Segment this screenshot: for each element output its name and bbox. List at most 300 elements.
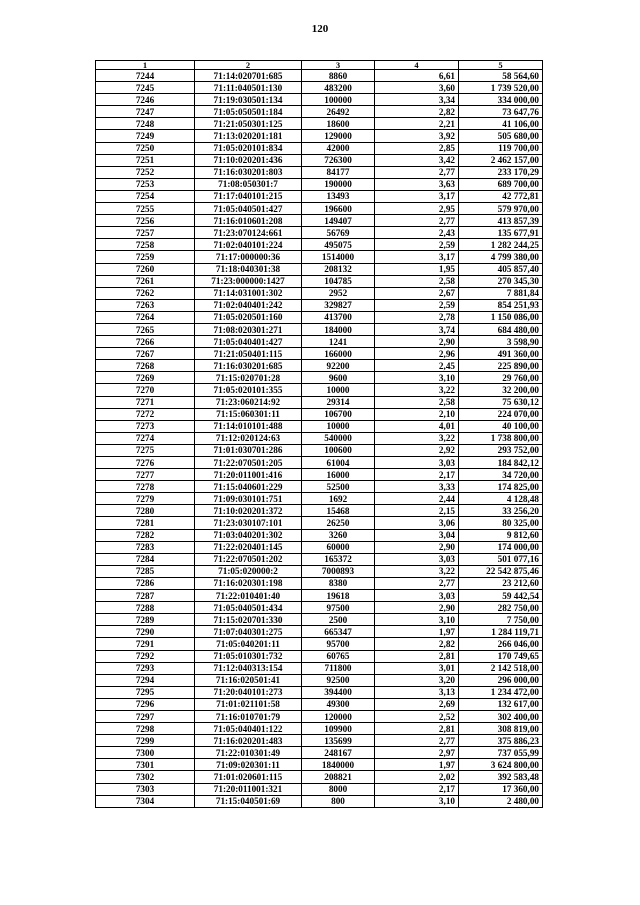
cadastral-number-cell: 71:08:050301:7 xyxy=(195,178,302,190)
value-cell: 689 700,00 xyxy=(459,178,543,190)
rate-cell: 2,69 xyxy=(375,698,459,710)
cadastral-number-cell: 71:07:040301:275 xyxy=(195,626,302,638)
area-cell: 2952 xyxy=(302,287,375,299)
table-row xyxy=(96,142,543,154)
rate-cell: 3,60 xyxy=(375,82,459,94)
rate-cell: 3,10 xyxy=(375,372,459,384)
area-cell: 184000 xyxy=(302,323,375,335)
table-row xyxy=(96,82,543,94)
cadastral-number-cell: 71:11:040501:130 xyxy=(195,82,302,94)
table-row xyxy=(96,178,543,190)
value-cell: 29 760,00 xyxy=(459,372,543,384)
table-row xyxy=(96,553,543,565)
table-row xyxy=(96,215,543,227)
value-cell: 33 256,20 xyxy=(459,505,543,517)
table-row xyxy=(96,203,543,215)
row-number-cell: 7244 xyxy=(96,70,195,82)
value-cell: 119 700,00 xyxy=(459,142,543,154)
rate-cell: 2,52 xyxy=(375,710,459,722)
area-cell: 8380 xyxy=(302,577,375,589)
table-row xyxy=(96,420,543,432)
rate-cell: 2,58 xyxy=(375,275,459,287)
area-cell: 726300 xyxy=(302,154,375,166)
cadastral-number-cell: 71:15:020701:28 xyxy=(195,372,302,384)
rate-cell: 2,97 xyxy=(375,747,459,759)
rate-cell: 3,20 xyxy=(375,674,459,686)
cadastral-number-cell: 71:05:020101:834 xyxy=(195,142,302,154)
cadastral-number-cell: 71:16:030201:685 xyxy=(195,360,302,372)
value-cell: 135 677,91 xyxy=(459,227,543,239)
cadastral-number-cell: 71:21:050301:125 xyxy=(195,118,302,130)
value-cell: 174 825,00 xyxy=(459,481,543,493)
area-cell: 97500 xyxy=(302,602,375,614)
table-row xyxy=(96,94,543,106)
rate-cell: 2,10 xyxy=(375,408,459,420)
value-cell: 505 680,00 xyxy=(459,130,543,142)
area-cell: 13493 xyxy=(302,190,375,202)
value-cell: 4 128,48 xyxy=(459,493,543,505)
table-row xyxy=(96,299,543,311)
cadastral-number-cell: 71:19:030501:134 xyxy=(195,94,302,106)
column-header: 3 xyxy=(302,61,375,70)
page-number: 120 xyxy=(311,23,329,35)
area-cell: 10000 xyxy=(302,420,375,432)
table-row xyxy=(96,106,543,118)
area-cell: 1840000 xyxy=(302,759,375,771)
area-cell: 166000 xyxy=(302,348,375,360)
row-number-cell: 7285 xyxy=(96,565,195,577)
row-number-cell: 7275 xyxy=(96,444,195,456)
table-row xyxy=(96,384,543,396)
area-cell: 61004 xyxy=(302,457,375,469)
cadastral-number-cell: 71:02:040101:224 xyxy=(195,239,302,251)
area-cell: 208821 xyxy=(302,771,375,783)
rate-cell: 3,74 xyxy=(375,323,459,335)
area-cell: 495075 xyxy=(302,239,375,251)
value-cell: 375 886,23 xyxy=(459,735,543,747)
row-number-cell: 7256 xyxy=(96,215,195,227)
area-cell: 3260 xyxy=(302,529,375,541)
value-cell: 1 150 086,00 xyxy=(459,311,543,323)
cadastral-number-cell: 71:09:020301:11 xyxy=(195,759,302,771)
area-cell: 56769 xyxy=(302,227,375,239)
area-cell: 329827 xyxy=(302,299,375,311)
rate-cell: 2,96 xyxy=(375,348,459,360)
area-cell: 7000893 xyxy=(302,565,375,577)
rate-cell: 2,02 xyxy=(375,771,459,783)
row-number-cell: 7266 xyxy=(96,336,195,348)
row-number-cell: 7292 xyxy=(96,650,195,662)
value-cell: 2 462 157,00 xyxy=(459,154,543,166)
table-row xyxy=(96,541,543,553)
row-number-cell: 7248 xyxy=(96,118,195,130)
cadastral-number-cell: 71:16:010701:79 xyxy=(195,710,302,722)
table-row xyxy=(96,650,543,662)
area-cell: 120000 xyxy=(302,710,375,722)
area-cell: 106700 xyxy=(302,408,375,420)
rate-cell: 2,78 xyxy=(375,311,459,323)
row-number-cell: 7288 xyxy=(96,602,195,614)
row-number-cell: 7280 xyxy=(96,505,195,517)
value-cell: 41 106,00 xyxy=(459,118,543,130)
area-cell: 29314 xyxy=(302,396,375,408)
row-number-cell: 7254 xyxy=(96,190,195,202)
area-cell: 52500 xyxy=(302,481,375,493)
row-number-cell: 7289 xyxy=(96,614,195,626)
area-cell: 208132 xyxy=(302,263,375,275)
cadastral-number-cell: 71:17:040101:215 xyxy=(195,190,302,202)
table-row xyxy=(96,602,543,614)
value-cell: 3 598,90 xyxy=(459,336,543,348)
rate-cell: 2,59 xyxy=(375,239,459,251)
table-row xyxy=(96,698,543,710)
area-cell: 10000 xyxy=(302,384,375,396)
value-cell: 4 799 380,00 xyxy=(459,251,543,263)
row-number-cell: 7296 xyxy=(96,698,195,710)
data-table xyxy=(95,60,543,808)
cadastral-number-cell: 71:20:011001:321 xyxy=(195,783,302,795)
value-cell: 334 000,00 xyxy=(459,94,543,106)
value-cell: 308 819,00 xyxy=(459,723,543,735)
table-row xyxy=(96,614,543,626)
row-number-cell: 7249 xyxy=(96,130,195,142)
table-row xyxy=(96,287,543,299)
row-number-cell: 7257 xyxy=(96,227,195,239)
cadastral-number-cell: 71:20:040101:273 xyxy=(195,686,302,698)
rate-cell: 2,81 xyxy=(375,650,459,662)
value-cell: 266 046,00 xyxy=(459,638,543,650)
value-cell: 1 284 119,71 xyxy=(459,626,543,638)
value-cell: 80 325,00 xyxy=(459,517,543,529)
value-cell: 7 750,00 xyxy=(459,614,543,626)
value-cell: 737 055,99 xyxy=(459,747,543,759)
value-cell: 59 442,54 xyxy=(459,590,543,602)
area-cell: 42000 xyxy=(302,142,375,154)
value-cell: 282 750,00 xyxy=(459,602,543,614)
cadastral-number-cell: 71:09:030101:751 xyxy=(195,493,302,505)
cadastral-number-cell: 71:21:050401:115 xyxy=(195,348,302,360)
cadastral-number-cell: 71:17:000000:36 xyxy=(195,251,302,263)
rate-cell: 3,04 xyxy=(375,529,459,541)
area-cell: 135699 xyxy=(302,735,375,747)
row-number-cell: 7247 xyxy=(96,106,195,118)
value-cell: 184 842,12 xyxy=(459,457,543,469)
cadastral-number-cell: 71:12:020124:63 xyxy=(195,432,302,444)
rate-cell: 2,90 xyxy=(375,336,459,348)
table-row xyxy=(96,517,543,529)
row-number-cell: 7245 xyxy=(96,82,195,94)
cadastral-number-cell: 71:10:020201:436 xyxy=(195,154,302,166)
table-row xyxy=(96,432,543,444)
row-number-cell: 7271 xyxy=(96,396,195,408)
table-row xyxy=(96,166,543,178)
value-cell: 296 000,00 xyxy=(459,674,543,686)
value-cell: 225 890,00 xyxy=(459,360,543,372)
area-cell: 18600 xyxy=(302,118,375,130)
area-cell: 711800 xyxy=(302,662,375,674)
value-cell: 132 617,00 xyxy=(459,698,543,710)
table-row xyxy=(96,481,543,493)
table-row xyxy=(96,795,543,807)
cadastral-number-cell: 71:03:040201:302 xyxy=(195,529,302,541)
cadastral-number-cell: 71:01:030701:286 xyxy=(195,444,302,456)
row-number-cell: 7274 xyxy=(96,432,195,444)
cadastral-number-cell: 71:05:010301:732 xyxy=(195,650,302,662)
rate-cell: 2,44 xyxy=(375,493,459,505)
table-row xyxy=(96,626,543,638)
table-row xyxy=(96,348,543,360)
cadastral-number-cell: 71:05:020101:355 xyxy=(195,384,302,396)
area-cell: 26492 xyxy=(302,106,375,118)
rate-cell: 2,17 xyxy=(375,469,459,481)
area-cell: 665347 xyxy=(302,626,375,638)
row-number-cell: 7283 xyxy=(96,541,195,553)
area-cell: 1241 xyxy=(302,336,375,348)
rate-cell: 3,03 xyxy=(375,553,459,565)
row-number-cell: 7252 xyxy=(96,166,195,178)
value-cell: 413 857,39 xyxy=(459,215,543,227)
row-number-cell: 7286 xyxy=(96,577,195,589)
rate-cell: 2,43 xyxy=(375,227,459,239)
area-cell: 104785 xyxy=(302,275,375,287)
table-row xyxy=(96,505,543,517)
cadastral-number-cell: 71:23:060214:92 xyxy=(195,396,302,408)
rate-cell: 3,92 xyxy=(375,130,459,142)
row-number-cell: 7284 xyxy=(96,553,195,565)
value-cell: 2 142 518,00 xyxy=(459,662,543,674)
value-cell: 1 739 520,00 xyxy=(459,82,543,94)
cadastral-number-cell: 71:14:031001:302 xyxy=(195,287,302,299)
area-cell: 100600 xyxy=(302,444,375,456)
value-cell: 3 624 800,00 xyxy=(459,759,543,771)
rate-cell: 2,67 xyxy=(375,287,459,299)
row-number-cell: 7246 xyxy=(96,94,195,106)
cadastral-number-cell: 71:05:040401:122 xyxy=(195,723,302,735)
row-number-cell: 7268 xyxy=(96,360,195,372)
table-row xyxy=(96,457,543,469)
area-cell: 8860 xyxy=(302,70,375,82)
row-number-cell: 7304 xyxy=(96,795,195,807)
cadastral-number-cell: 71:13:020201:181 xyxy=(195,130,302,142)
area-cell: 190000 xyxy=(302,178,375,190)
row-number-cell: 7269 xyxy=(96,372,195,384)
cadastral-number-cell: 71:23:030107:101 xyxy=(195,517,302,529)
row-number-cell: 7270 xyxy=(96,384,195,396)
rate-cell: 2,17 xyxy=(375,783,459,795)
rate-cell: 6,61 xyxy=(375,70,459,82)
row-number-cell: 7273 xyxy=(96,420,195,432)
rate-cell: 3,06 xyxy=(375,517,459,529)
area-cell: 800 xyxy=(302,795,375,807)
table-row xyxy=(96,408,543,420)
rate-cell: 2,82 xyxy=(375,106,459,118)
row-number-cell: 7302 xyxy=(96,771,195,783)
cadastral-number-cell: 71:16:020501:41 xyxy=(195,674,302,686)
area-cell: 26250 xyxy=(302,517,375,529)
cadastral-number-cell: 71:15:020701:330 xyxy=(195,614,302,626)
table-body xyxy=(96,70,543,808)
table-row xyxy=(96,444,543,456)
area-cell: 149407 xyxy=(302,215,375,227)
cadastral-number-cell: 71:16:020301:198 xyxy=(195,577,302,589)
rate-cell: 2,15 xyxy=(375,505,459,517)
rate-cell: 2,77 xyxy=(375,166,459,178)
value-cell: 174 000,00 xyxy=(459,541,543,553)
row-number-cell: 7272 xyxy=(96,408,195,420)
rate-cell: 2,77 xyxy=(375,735,459,747)
row-number-cell: 7253 xyxy=(96,178,195,190)
row-number-cell: 7277 xyxy=(96,469,195,481)
row-number-cell: 7301 xyxy=(96,759,195,771)
value-cell: 491 360,00 xyxy=(459,348,543,360)
value-cell: 73 647,76 xyxy=(459,106,543,118)
rate-cell: 3,13 xyxy=(375,686,459,698)
area-cell: 19618 xyxy=(302,590,375,602)
rate-cell: 2,81 xyxy=(375,723,459,735)
table-row xyxy=(96,783,543,795)
row-number-cell: 7287 xyxy=(96,590,195,602)
area-cell: 1692 xyxy=(302,493,375,505)
value-cell: 233 170,29 xyxy=(459,166,543,178)
row-number-cell: 7293 xyxy=(96,662,195,674)
table-row xyxy=(96,372,543,384)
rate-cell: 2,85 xyxy=(375,142,459,154)
cadastral-number-cell: 71:14:020701:685 xyxy=(195,70,302,82)
rate-cell: 3,03 xyxy=(375,457,459,469)
area-cell: 100000 xyxy=(302,94,375,106)
area-cell: 129000 xyxy=(302,130,375,142)
row-number-cell: 7278 xyxy=(96,481,195,493)
value-cell: 224 070,00 xyxy=(459,408,543,420)
cadastral-number-cell: 71:05:040501:434 xyxy=(195,602,302,614)
table-row xyxy=(96,323,543,335)
table-header-row xyxy=(96,61,543,70)
cadastral-number-cell: 71:15:040601:229 xyxy=(195,481,302,493)
rate-cell: 3,10 xyxy=(375,795,459,807)
row-number-cell: 7265 xyxy=(96,323,195,335)
area-cell: 8000 xyxy=(302,783,375,795)
rate-cell: 3,22 xyxy=(375,384,459,396)
table-row xyxy=(96,577,543,589)
cadastral-number-cell: 71:15:060301:11 xyxy=(195,408,302,420)
row-number-cell: 7251 xyxy=(96,154,195,166)
table-row xyxy=(96,118,543,130)
rate-cell: 3,34 xyxy=(375,94,459,106)
rate-cell: 3,03 xyxy=(375,590,459,602)
row-number-cell: 7282 xyxy=(96,529,195,541)
table-row xyxy=(96,529,543,541)
cadastral-number-cell: 71:15:040501:69 xyxy=(195,795,302,807)
rate-cell: 2,77 xyxy=(375,577,459,589)
table-row xyxy=(96,469,543,481)
row-number-cell: 7260 xyxy=(96,263,195,275)
rate-cell: 2,21 xyxy=(375,118,459,130)
table-row xyxy=(96,251,543,263)
rate-cell: 2,90 xyxy=(375,541,459,553)
column-header: 5 xyxy=(459,61,543,70)
table-row xyxy=(96,396,543,408)
area-cell: 9600 xyxy=(302,372,375,384)
cadastral-number-cell: 71:18:040301:38 xyxy=(195,263,302,275)
value-cell: 40 100,00 xyxy=(459,420,543,432)
rate-cell: 2,45 xyxy=(375,360,459,372)
area-cell: 2500 xyxy=(302,614,375,626)
cadastral-number-cell: 71:22:020401:145 xyxy=(195,541,302,553)
row-number-cell: 7250 xyxy=(96,142,195,154)
table-row xyxy=(96,590,543,602)
value-cell: 9 812,60 xyxy=(459,529,543,541)
table-row xyxy=(96,275,543,287)
value-cell: 23 212,60 xyxy=(459,577,543,589)
cadastral-number-cell: 71:16:020201:483 xyxy=(195,735,302,747)
column-header: 1 xyxy=(96,61,195,70)
cadastral-number-cell: 71:01:021101:58 xyxy=(195,698,302,710)
row-number-cell: 7290 xyxy=(96,626,195,638)
cadastral-number-cell: 71:05:040501:427 xyxy=(195,203,302,215)
area-cell: 109900 xyxy=(302,723,375,735)
area-cell: 60000 xyxy=(302,541,375,553)
area-cell: 1514000 xyxy=(302,251,375,263)
rate-cell: 3,63 xyxy=(375,178,459,190)
area-cell: 540000 xyxy=(302,432,375,444)
rate-cell: 3,22 xyxy=(375,432,459,444)
area-cell: 92200 xyxy=(302,360,375,372)
area-cell: 196600 xyxy=(302,203,375,215)
value-cell: 2 480,00 xyxy=(459,795,543,807)
area-cell: 15468 xyxy=(302,505,375,517)
rate-cell: 3,17 xyxy=(375,190,459,202)
table-row xyxy=(96,70,543,82)
value-cell: 405 857,40 xyxy=(459,263,543,275)
row-number-cell: 7294 xyxy=(96,674,195,686)
area-cell: 248167 xyxy=(302,747,375,759)
rate-cell: 3,10 xyxy=(375,614,459,626)
table-row xyxy=(96,190,543,202)
rate-cell: 3,42 xyxy=(375,154,459,166)
value-cell: 270 345,30 xyxy=(459,275,543,287)
cadastral-number-cell: 71:16:030201:803 xyxy=(195,166,302,178)
value-cell: 684 480,00 xyxy=(459,323,543,335)
row-number-cell: 7255 xyxy=(96,203,195,215)
cadastral-number-cell: 71:23:070124:661 xyxy=(195,227,302,239)
table-row xyxy=(96,771,543,783)
cadastral-number-cell: 71:08:020301:271 xyxy=(195,323,302,335)
table-row xyxy=(96,493,543,505)
value-cell: 34 720,00 xyxy=(459,469,543,481)
table-row xyxy=(96,662,543,674)
cadastral-number-cell: 71:20:011001:416 xyxy=(195,469,302,481)
rate-cell: 3,22 xyxy=(375,565,459,577)
value-cell: 170 749,65 xyxy=(459,650,543,662)
table-row xyxy=(96,565,543,577)
area-cell: 394400 xyxy=(302,686,375,698)
cadastral-number-cell: 71:23:000000:1427 xyxy=(195,275,302,287)
area-cell: 483200 xyxy=(302,82,375,94)
cadastral-number-cell: 71:22:070501:202 xyxy=(195,553,302,565)
area-cell: 165372 xyxy=(302,553,375,565)
row-number-cell: 7303 xyxy=(96,783,195,795)
rate-cell: 2,77 xyxy=(375,215,459,227)
cadastral-number-cell: 71:02:040401:242 xyxy=(195,299,302,311)
row-number-cell: 7258 xyxy=(96,239,195,251)
value-cell: 854 251,93 xyxy=(459,299,543,311)
row-number-cell: 7259 xyxy=(96,251,195,263)
table-row xyxy=(96,759,543,771)
value-cell: 501 077,16 xyxy=(459,553,543,565)
rate-cell: 2,92 xyxy=(375,444,459,456)
row-number-cell: 7297 xyxy=(96,710,195,722)
row-number-cell: 7267 xyxy=(96,348,195,360)
